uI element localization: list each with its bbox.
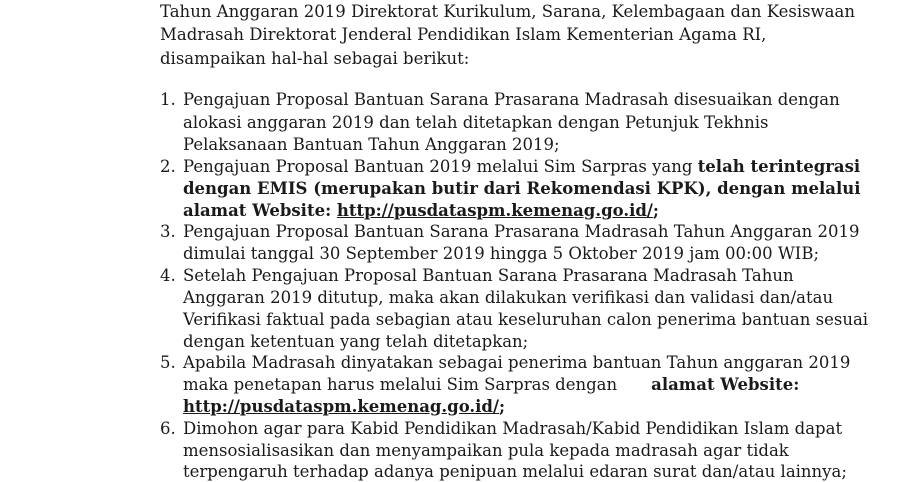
intro-line-1: Tahun Anggaran 2019 Direktorat Kurikulum, Sarana, Kelembagaan dan Kesiswaan: [160, 2, 855, 21]
item-4-line-3: Verifikasi faktual pada sebagian atau keseluruhan calon penerima bantuan sesuai: [183, 310, 869, 329]
item-1-line-3: Pelaksanaan Bantuan Tahun Anggaran 2019;: [183, 135, 560, 154]
item-4-line-4: dengan ketentuan yang telah ditetapkan;: [183, 332, 529, 351]
item-3-line-2: dimulai tanggal 30 September 2019 hingga 5 Oktober 2019 jam 00:00 WIB;: [183, 244, 819, 263]
item-5-line-3: [183, 397, 505, 417]
item-2-semicolon: ;: [652, 201, 659, 220]
item-5-number: 5.: [160, 353, 176, 372]
item-6-number: 6.: [160, 419, 176, 438]
item-5-website-label: alamat Website:: [651, 375, 800, 394]
item-5-website-link[interactable]: http://pusdataspm.kemenag.go.id/: [183, 397, 499, 416]
item-3-line-1: Pengajuan Proposal Bantuan Sarana Prasarana Madrasah Tahun Anggaran 2019: [183, 222, 860, 241]
item-5-semicolon: ;: [499, 397, 506, 416]
item-5-line-1: Apabila Madrasah dinyatakan sebagai penerima bantuan Tahun anggaran 2019: [183, 353, 851, 372]
item-4-line-2: Anggaran 2019 ditutup, maka akan dilakukan verifikasi dan validasi dan/atau: [183, 288, 834, 307]
item-3-number: 3.: [160, 222, 176, 241]
item-1-line-2: alokasi anggaran 2019 dan telah ditetapkan dengan Petunjuk Tekhnis: [183, 113, 769, 132]
item-5-line-2: [183, 375, 799, 395]
item-4-line-1: Setelah Pengajuan Proposal Bantuan Sarana Prasarana Madrasah Tahun: [183, 266, 794, 285]
intro-line-2: Madrasah Direktorat Jenderal Pendidikan Islam Kementerian Agama RI,: [160, 25, 767, 44]
item-6-line-2: mensosialisasikan dan menyampaikan pula kepada madrasah agar tidak: [183, 441, 789, 460]
item-2-line-3: [183, 201, 659, 221]
item-2-bold-text: telah terintegrasi: [697, 157, 861, 176]
item-2-number: 2.: [160, 157, 176, 176]
item-6-line-1: Dimohon agar para Kabid Pendidikan Madrasah/Kabid Pendidikan Islam dapat: [183, 419, 843, 438]
item-4-number: 4.: [160, 266, 176, 285]
item-2-line-1: [183, 157, 860, 177]
item-1-number: 1.: [160, 90, 176, 109]
intro-line-3: disampaikan hal-hal sebagai berikut:: [160, 49, 470, 68]
item-2-text: Pengajuan Proposal Bantuan 2019 melalui Sim Sarpras yang: [183, 157, 698, 176]
item-6-line-3: terpengaruh terhadap adanya penipuan melalui edaran surat dan/atau lainnya;: [183, 462, 847, 481]
item-2-line-2: dengan EMIS (merupakan butir dari Rekomendasi KPK), dengan melalui: [183, 179, 861, 198]
item-1-line-1: Pengajuan Proposal Bantuan Sarana Prasarana Madrasah disesuaikan dengan: [183, 90, 840, 109]
item-2-website-label: alamat Website:: [183, 201, 337, 220]
item-2-website-link[interactable]: http://pusdataspm.kemenag.go.id/: [336, 201, 653, 220]
item-5-text: maka penetapan harus melalui Sim Sarpras dengan: [183, 375, 618, 394]
